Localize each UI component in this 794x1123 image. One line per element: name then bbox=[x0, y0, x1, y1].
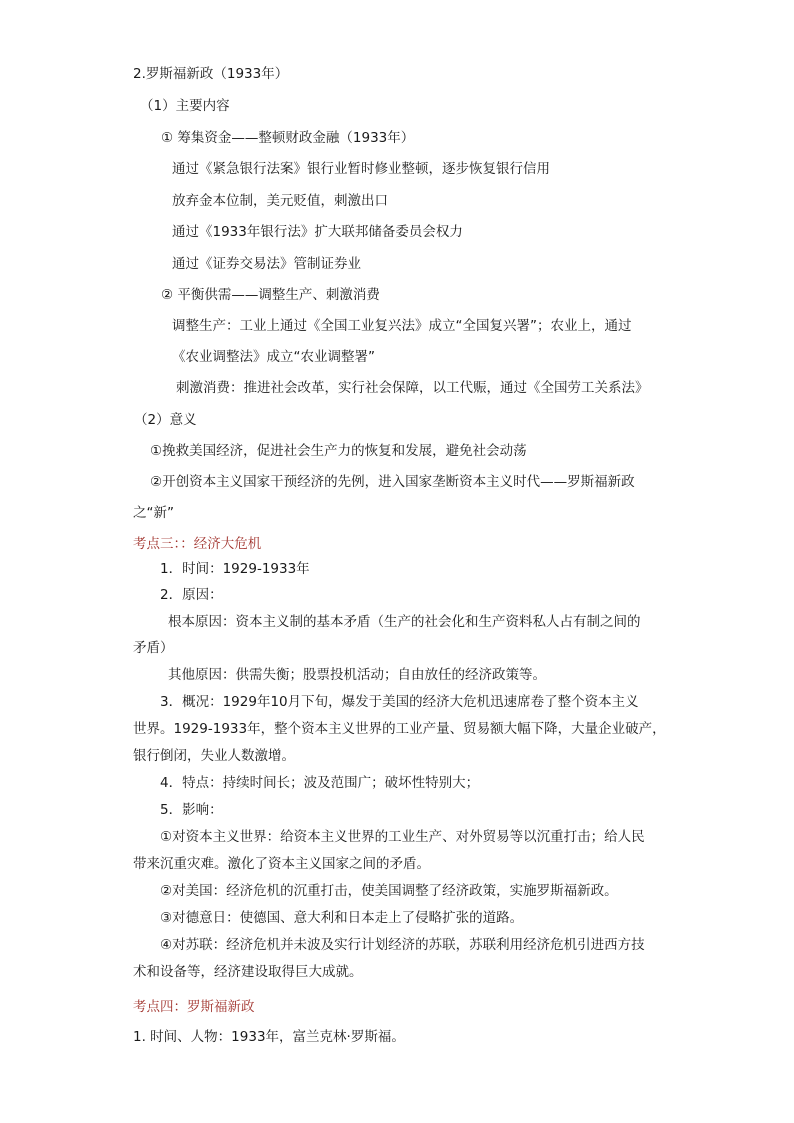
section-heading: 2.罗斯福新政（1933年） bbox=[133, 66, 289, 82]
kaodian3-line: 术和设备等，经济建设取得巨大成就。 bbox=[133, 964, 363, 980]
kaodian3-line: ④对苏联：经济危机并未波及实行计划经济的苏联，苏联利用经济危机引进西方技 bbox=[160, 937, 645, 953]
kaodian3-line: ②对美国：经济危机的沉重打击，使美国调整了经济政策，实施罗斯福新政。 bbox=[160, 883, 618, 899]
significance-line: ②开创资本主义国家干预经济的先例，进入国家垄断资本主义时代——罗斯福新政 bbox=[150, 474, 635, 490]
kaodian3-line: 世界。1929-1933年，整个资本主义世界的工业产量、贸易额大幅下降，大量企业破产， bbox=[133, 721, 666, 737]
kaodian3-line: 3．概况：1929年10月下旬，爆发于美国的经济大危机迅速席卷了整个资本主义 bbox=[160, 694, 639, 710]
kaodian3-line: ③对德意日：使德国、意大利和日本走上了侵略扩张的道路。 bbox=[160, 910, 524, 926]
kaodian3-line: 矛盾） bbox=[133, 640, 174, 656]
kaodian4-line: 1. 时间、人物：1933年，富兰克林·罗斯福。 bbox=[133, 1029, 405, 1045]
content-heading: （1）主要内容 bbox=[140, 98, 230, 114]
kaodian3-line: 根本原因：资本主义制的基本矛盾（生产的社会化和生产资料私人占有制之间的 bbox=[168, 614, 641, 630]
kaodian3-line: 银行倒闭，失业人数激增。 bbox=[133, 748, 295, 764]
item2-line: 《农业调整法》成立“农业调整署” bbox=[172, 349, 375, 365]
kaodian3-line: ①对资本主义世界：给资本主义世界的工业生产、对外贸易等以沉重打击；给人民 bbox=[160, 829, 645, 845]
kaodian4-title: 考点四：罗斯福新政 bbox=[133, 999, 255, 1015]
kaodian3-line: 带来沉重灾难。激化了资本主义国家之间的矛盾。 bbox=[133, 856, 430, 872]
significance-line: 之“新” bbox=[133, 505, 174, 521]
kaodian3-line: 1．时间：1929-1933年 bbox=[160, 561, 310, 577]
item1-line: 放弃金本位制，美元贬值，刺激出口 bbox=[172, 193, 388, 209]
item2-line: 刺激消费：推进社会改革，实行社会保障，以工代赈，通过《全国劳工关系法》 bbox=[176, 380, 649, 396]
item1-title: ① 筹集资金——整顿财政金融（1933年） bbox=[161, 130, 415, 146]
item2-title: ② 平衡供需——调整生产、刺激消费 bbox=[161, 287, 380, 303]
item1-line: 通过《1933年银行法》扩大联邦储备委员会权力 bbox=[172, 224, 463, 240]
kaodian3-title: 考点三：：经济大危机 bbox=[133, 536, 262, 552]
kaodian3-line: 5．影响： bbox=[160, 802, 223, 818]
significance-line: ①挽救美国经济，促进社会生产力的恢复和发展，避免社会动荡 bbox=[150, 443, 527, 459]
significance-heading: （2）意义 bbox=[134, 412, 197, 428]
kaodian3-line: 其他原因：供需失衡；股票投机活动；自由放任的经济政策等。 bbox=[168, 667, 546, 683]
item1-line: 通过《证券交易法》管制证券业 bbox=[172, 256, 361, 272]
kaodian3-line: 4．特点：持续时间长；波及范围广；破坏性特别大； bbox=[160, 775, 480, 791]
item1-line: 通过《紧急银行法案》银行业暂时修业整顿，逐步恢复银行信用 bbox=[172, 161, 550, 177]
item2-line: 调整生产：工业上通过《全国工业复兴法》成立“全国复兴署”；农业上，通过 bbox=[172, 318, 632, 334]
kaodian3-line: 2．原因： bbox=[160, 587, 223, 603]
